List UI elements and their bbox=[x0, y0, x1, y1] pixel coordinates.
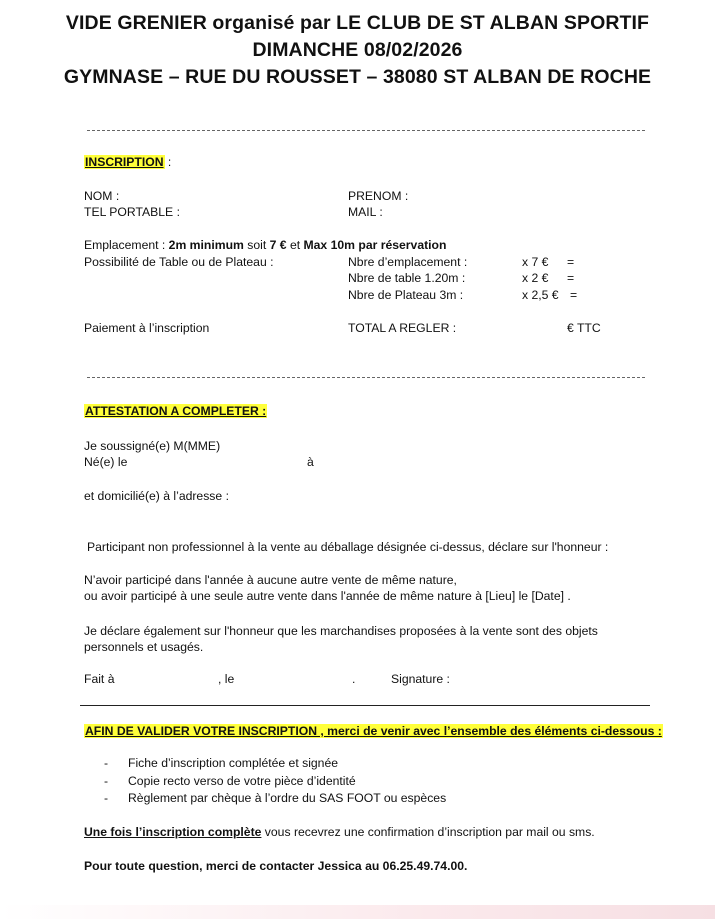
validation-heading bbox=[84, 724, 663, 738]
row-equals: = bbox=[567, 255, 575, 269]
list-item: - Copie recto verso de votre pièce d’identité bbox=[104, 774, 446, 792]
dot-label: . bbox=[352, 672, 356, 686]
navoir-line1: N’avoir participé dans l'année à aucune autre vente de même nature, bbox=[84, 573, 457, 587]
ne-le-label: Né(e) le bbox=[84, 455, 128, 469]
row-label: Nbre de Plateau 3m : bbox=[348, 288, 464, 302]
page-title-venue: GYMNASE – RUE DU ROUSSET – 38080 ST ALBAN DE ROCHE bbox=[63, 66, 652, 88]
row-equals: = bbox=[567, 271, 575, 285]
emplacement-min: 2m minimum bbox=[168, 238, 244, 252]
declare-line1: Je déclare également sur l'honneur que les marchandises proposées à la vente sont des objets bbox=[84, 624, 598, 638]
row-price: x 2,5 € bbox=[522, 288, 559, 302]
contact-line: Pour toute question, merci de contacter Jessica au 06.25.49.74.00. bbox=[84, 859, 468, 873]
attestation-heading-label: ATTESTATION A COMPLETER : bbox=[85, 404, 267, 418]
nom-label: NOM : bbox=[84, 189, 120, 203]
tel-label: TEL PORTABLE : bbox=[84, 205, 180, 219]
validation-heading-label: AFIN DE VALIDER VOTRE INSCRIPTION , merci de venir avec l’ensemble des éléments ci-dessous : bbox=[85, 724, 662, 738]
prenom-label: PRENOM : bbox=[348, 189, 409, 203]
navoir-line2: ou avoir participé à une seule autre vente dans l'année de même nature à [Lieu] le [Date] . bbox=[84, 589, 571, 603]
attestation-heading bbox=[84, 404, 267, 418]
paiement-label: Paiement à l’inscription bbox=[84, 321, 210, 335]
divider bbox=[87, 130, 645, 131]
emplacement-price: 7 € bbox=[269, 238, 287, 252]
row-label: Nbre de table 1.20m : bbox=[348, 271, 466, 285]
divider bbox=[87, 377, 645, 378]
emplacement-line bbox=[84, 238, 446, 252]
confirm-rest: vous recevrez une confirmation d’inscription par mail ou sms. bbox=[261, 825, 595, 839]
divider-solid bbox=[80, 705, 650, 706]
page-title-line1: VIDE GRENIER organisé par LE CLUB DE ST ALBAN SPORTIF bbox=[65, 12, 650, 34]
declare-line2: personnels et usagés. bbox=[84, 640, 204, 654]
inscription-heading bbox=[84, 155, 171, 169]
page-title-date: DIMANCHE 08/02/2026 bbox=[252, 39, 463, 61]
row-equals: = bbox=[570, 288, 578, 302]
a-label: à bbox=[307, 455, 314, 469]
possibilite-label: Possibilité de Table ou de Plateau : bbox=[84, 255, 274, 269]
list-item: - Fiche d’inscription complétée et signée bbox=[104, 756, 446, 774]
fait-label: Fait à bbox=[84, 672, 115, 686]
confirm-bold: Une fois l’inscription complète bbox=[84, 825, 262, 839]
confirm-line bbox=[84, 825, 595, 839]
total-label: TOTAL A REGLER : bbox=[348, 321, 457, 335]
participant-text: Participant non professionnel à la vente au déballage désignée ci-dessus, déclare sur l'honneur : bbox=[87, 540, 609, 554]
row-price: x 7 € bbox=[522, 255, 549, 269]
row-price: x 2 € bbox=[522, 271, 549, 285]
soussigne-label: Je soussigné(e) M(MME) bbox=[84, 439, 221, 453]
le-label: , le bbox=[218, 672, 235, 686]
row-label: Nbre d’emplacement : bbox=[348, 255, 468, 269]
emplacement-pre: Emplacement : bbox=[84, 238, 169, 252]
emplacement-max: Max 10m par réservation bbox=[303, 238, 447, 252]
emplacement-mid: soit bbox=[243, 238, 270, 252]
list-item: - Règlement par chèque à l’ordre du SAS FOOT ou espèces bbox=[104, 791, 446, 809]
mail-label: MAIL : bbox=[348, 205, 383, 219]
page-bottom-edge bbox=[0, 905, 715, 919]
inscription-heading-colon: : bbox=[164, 155, 172, 169]
domicilie-label: et domicilié(e) à l’adresse : bbox=[84, 489, 229, 503]
inscription-heading-label: INSCRIPTION bbox=[85, 155, 164, 169]
emplacement-et: et bbox=[286, 238, 304, 252]
required-documents-list bbox=[104, 756, 446, 809]
signature-label: Signature : bbox=[391, 672, 450, 686]
ttc-label: € TTC bbox=[567, 321, 601, 335]
